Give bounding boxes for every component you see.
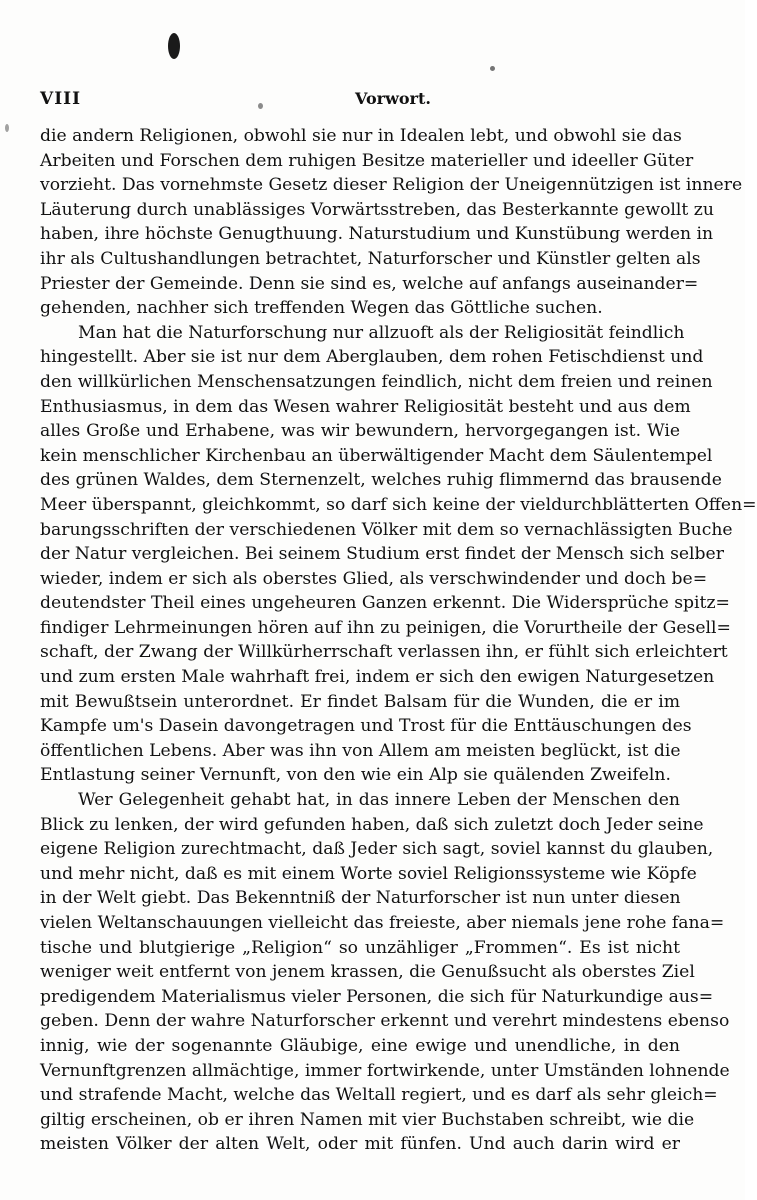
text-line: haben, ihre höchste Genugthuung. Naturstudium und Kunstübung werden in (40, 224, 714, 245)
running-title: Vorwort. (355, 89, 431, 108)
body-text (40, 124, 757, 1157)
text-line: öffentlichen Lebens. Aber was ihn von Allem am meisten beglückt, ist die (40, 740, 681, 761)
text-line: Priester der Gemeinde. Denn sie sind es, welche auf anfangs auseinander= (40, 273, 699, 294)
text-line: innig, wie der sogenannte Gläubige, eine ewige und unendliche, in den (40, 1035, 680, 1056)
text-line: Wer Gelegenheit gehabt hat, in das innere Leben der Menschen den (78, 790, 680, 811)
text-line: und zum ersten Male wahrhaft frei, indem er sich den ewigen Naturgesetzen (40, 667, 715, 688)
text-line: kein menschlicher Kirchenbau an überwältigender Macht dem Säulentempel (40, 445, 713, 466)
text-line: der Natur vergleichen. Bei seinem Studium erst findet der Mensch sich selber (40, 544, 724, 565)
text-line: und strafende Macht, welche das Weltall regiert, und es darf als sehr gleich= (40, 1085, 718, 1106)
text-line: wieder, indem er sich als oberstes Glied, als verschwindender und doch be= (40, 568, 708, 589)
text-line: Entlastung seiner Vernunft, von den wie ein Alp sie quälenden Zweifeln. (40, 765, 671, 786)
text-line: geben. Denn der wahre Naturforscher erkennt und verehrt mindestens ebenso (40, 1011, 730, 1032)
text-line: in der Welt giebt. Das Bekenntniß der Naturforscher ist nun unter diesen (40, 888, 681, 909)
text-line: Man hat die Naturforschung nur allzuoft als der Religiosität feindlich (78, 322, 685, 343)
text-line: mit Bewußtsein unterordnet. Er findet Balsam für die Wunden, die er im (40, 691, 680, 712)
text-line: den willkürlichen Menschensatzungen feindlich, nicht dem freien und reinen (40, 371, 713, 392)
text-line: alles Große und Erhabene, was wir bewundern, hervorgegangen ist. Wie (40, 421, 680, 442)
text-line: Läuterung durch unablässiges Vorwärtsstreben, das Besterkannte gewollt zu (40, 199, 714, 220)
text-line: weniger weit entfernt von jenem krassen, die Genußsucht als oberstes Ziel (40, 962, 695, 983)
text-line: Meer überspannt, gleichkommt, so darf sich keine der vieldurchblätterten Offen= (40, 494, 757, 515)
text-line: und mehr nicht, daß es mit einem Worte soviel Religionssysteme wie Köpfe (40, 863, 697, 884)
dust-speck (5, 124, 9, 132)
text-line: giltig erscheinen, ob er ihren Namen mit vier Buchstaben schreibt, wie die (40, 1109, 695, 1130)
text-line: deutendster Theil eines ungeheuren Ganzen erkennt. Die Widersprüche spitz= (40, 593, 730, 614)
text-line: Blick zu lenken, der wird gefunden haben, daß sich zuletzt doch Jeder seine (40, 814, 704, 835)
text-line: meisten Völker der alten Welt, oder mit fünfen. Und auch darin wird er (40, 1134, 680, 1155)
text-line: des grünen Waldes, dem Sternenzelt, welches ruhig flimmernd das brausende (40, 470, 722, 491)
text-line: ihr als Cultushandlungen betrachtet, Naturforscher und Künstler gelten als (40, 248, 701, 269)
text-line: vorzieht. Das vornehmste Gesetz dieser Religion der Uneigennützigen ist innere (40, 175, 743, 196)
text-line: Kampfe um's Dasein davongetragen und Trost für die Enttäuschungen des (40, 716, 692, 737)
text-line: eigene Religion zurechtmacht, daß Jeder sich sagt, soviel kannst du glauben, (40, 839, 714, 860)
text-line: predigendem Materialismus vieler Personen, die sich für Naturkundige aus= (40, 986, 714, 1007)
text-line: hingestellt. Aber sie ist nur dem Aberglauben, dem rohen Fetischdienst und (40, 347, 704, 368)
text-line: Vernunftgrenzen allmächtige, immer fortwirkende, unter Umständen lohnende (40, 1060, 730, 1081)
ink-blot (168, 33, 180, 59)
text-line: schaft, der Zwang der Willkürherrschaft verlassen ihn, er fühlt sich erleichtert (40, 642, 728, 663)
page-number: VIII (40, 89, 82, 109)
text-line: Enthusiasmus, in dem das Wesen wahrer Religiosität besteht und aus dem (40, 396, 691, 417)
text-line: tische und blutgierige „Religion“ so unzähliger „Frommen“. Es ist nicht (40, 937, 680, 958)
text-line: die andern Religionen, obwohl sie nur in Idealen lebt, und obwohl sie das (40, 126, 682, 146)
text-line: Arbeiten und Forschen dem ruhigen Besitze materieller und ideeller Güter (40, 150, 694, 171)
dust-speck (490, 66, 495, 71)
text-line: barungsschriften der verschiedenen Völker mit dem so vernachlässigten Buche (40, 519, 733, 540)
text-line: vielen Weltanschauungen vielleicht das freieste, aber niemals jene rohe fana= (40, 913, 725, 933)
text-line: findiger Lehrmeinungen hören auf ihn zu peinigen, die Vorurtheile der Gesell= (40, 617, 731, 638)
text-line: gehenden, nachher sich treffenden Wegen das Göttliche suchen. (40, 298, 603, 319)
page-header (40, 89, 680, 113)
